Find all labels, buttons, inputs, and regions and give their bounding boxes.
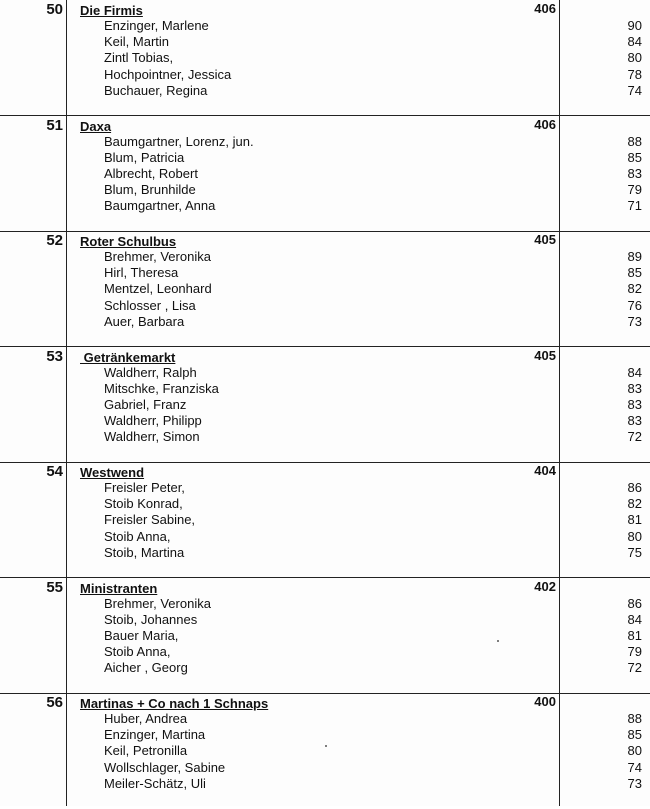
member-name: Mitschke, Franziska <box>104 380 219 396</box>
member-row <box>0 281 650 297</box>
member-row <box>0 381 650 397</box>
member-score: 80 <box>627 743 642 759</box>
member-row <box>0 67 650 83</box>
member-score: 74 <box>627 82 642 98</box>
member-name: Baumgartner, Anna <box>104 198 216 214</box>
team-member-list <box>0 596 650 677</box>
team-total-score: 402 <box>534 578 556 594</box>
member-name: Blum, Brunhilde <box>104 182 196 198</box>
member-name: Waldherr, Ralph <box>104 364 197 380</box>
member-score: 81 <box>627 627 642 643</box>
member-name: Waldherr, Philipp <box>104 413 202 429</box>
member-row <box>0 644 650 660</box>
member-name: Mentzel, Leonhard <box>104 281 212 297</box>
team-member-list <box>0 249 650 330</box>
member-name: Keil, Martin <box>104 34 170 50</box>
member-row <box>0 150 650 166</box>
member-name: Blum, Patricia <box>104 149 185 165</box>
member-name: Brehmer, Veronika <box>104 249 211 264</box>
member-name: Stoib Konrad, <box>104 496 183 512</box>
member-row <box>0 628 650 644</box>
member-score: 72 <box>627 429 642 445</box>
member-row <box>0 545 650 561</box>
member-score: 73 <box>627 313 642 329</box>
team-block <box>0 462 650 578</box>
member-name: Freisler Peter, <box>104 480 185 495</box>
member-score: 83 <box>627 380 642 396</box>
member-name: Freisler Sabine, <box>104 512 196 528</box>
member-row <box>0 265 650 281</box>
member-row <box>0 480 650 496</box>
member-score: 82 <box>627 496 642 512</box>
member-score: 79 <box>627 644 642 660</box>
member-row <box>0 512 650 528</box>
team-name: Westwend <box>80 465 145 480</box>
team-member-list <box>0 711 650 792</box>
member-score: 76 <box>627 297 642 313</box>
member-score: 84 <box>627 364 642 380</box>
team-block <box>0 116 650 232</box>
member-score: 74 <box>627 759 642 775</box>
team-total-score: 405 <box>534 347 556 363</box>
member-score: 78 <box>627 66 642 82</box>
team-name: Daxa <box>80 118 112 134</box>
member-row <box>0 198 650 214</box>
member-row <box>0 760 650 776</box>
member-score: 85 <box>627 265 642 281</box>
member-name: Stoib, Martina <box>104 544 185 560</box>
member-name: Albrecht, Robert <box>104 165 198 181</box>
team-member-list <box>0 480 650 561</box>
member-row <box>0 34 650 50</box>
member-row <box>0 660 650 676</box>
member-score: 73 <box>627 775 642 791</box>
member-score: 72 <box>627 660 642 676</box>
member-name: Baumgartner, Lorenz, jun. <box>104 133 254 149</box>
member-row <box>0 365 650 381</box>
team-rank: 50 <box>46 1 63 18</box>
team-name: Ministranten <box>80 580 158 596</box>
team-rank: 52 <box>46 232 63 249</box>
member-name: Meiler-Schätz, Uli <box>104 775 206 791</box>
member-score: 83 <box>627 413 642 429</box>
member-name: Hochpointner, Jessica <box>104 66 232 82</box>
member-row <box>0 397 650 413</box>
member-row <box>0 529 650 545</box>
member-score: 85 <box>627 149 642 165</box>
member-score: 85 <box>627 727 642 743</box>
team-block <box>0 231 650 347</box>
member-row <box>0 314 650 330</box>
member-row <box>0 18 650 34</box>
scan-speck <box>325 745 327 747</box>
member-score: 83 <box>627 396 642 412</box>
member-row <box>0 496 650 512</box>
team-block <box>0 693 650 809</box>
member-name: Wollschlager, Sabine <box>104 759 226 775</box>
member-score: 84 <box>627 34 642 50</box>
team-rank: 51 <box>46 116 63 134</box>
member-row <box>0 249 650 265</box>
member-score: 79 <box>627 182 642 198</box>
team-member-list <box>0 134 650 215</box>
member-score: 86 <box>627 595 642 611</box>
member-name: Keil, Petronilla <box>104 743 188 759</box>
member-score: 80 <box>627 50 642 66</box>
member-row <box>0 429 650 445</box>
member-row <box>0 776 650 792</box>
member-name: Bauer Maria, <box>104 627 179 643</box>
member-score: 75 <box>627 544 642 560</box>
member-row <box>0 166 650 182</box>
team-total-score: 406 <box>534 116 556 132</box>
team-name: Die Firmis <box>80 3 143 18</box>
member-row <box>0 50 650 66</box>
team-total-score: 400 <box>534 694 556 709</box>
member-name: Brehmer, Veronika <box>104 595 211 611</box>
member-score: 84 <box>627 611 642 627</box>
team-total-score: 406 <box>534 1 556 16</box>
member-name: Huber, Andrea <box>104 711 188 726</box>
member-row <box>0 83 650 99</box>
team-block <box>0 578 650 694</box>
member-row <box>0 596 650 612</box>
member-name: Stoib Anna, <box>104 528 171 544</box>
team-total-score: 405 <box>534 232 556 247</box>
team-name: Getränkemarkt <box>80 349 176 365</box>
team-rank: 54 <box>46 463 63 480</box>
scan-speck <box>497 640 499 642</box>
team-name: Roter Schulbus <box>80 234 177 249</box>
team-name: Martinas + Co nach 1 Schnaps <box>80 696 269 711</box>
member-name: Schlosser , Lisa <box>104 297 196 313</box>
member-score: 80 <box>627 528 642 544</box>
member-score: 82 <box>627 281 642 297</box>
member-row <box>0 711 650 727</box>
member-row <box>0 413 650 429</box>
member-score: 86 <box>627 480 642 495</box>
member-score: 71 <box>627 198 642 214</box>
member-name: Enzinger, Martina <box>104 727 206 743</box>
member-row <box>0 182 650 198</box>
member-row <box>0 727 650 743</box>
team-rank: 56 <box>46 694 63 711</box>
team-block <box>0 347 650 463</box>
member-name: Aicher , Georg <box>104 660 188 676</box>
member-row <box>0 298 650 314</box>
member-name: Stoib Anna, <box>104 644 171 660</box>
member-name: Zintl Tobias, <box>104 50 174 66</box>
member-score: 88 <box>627 711 642 726</box>
member-name: Waldherr, Simon <box>104 429 200 445</box>
member-name: Buchauer, Regina <box>104 82 208 98</box>
member-row <box>0 134 650 150</box>
member-name: Hirl, Theresa <box>104 265 179 281</box>
team-rank: 53 <box>46 347 63 365</box>
member-score: 90 <box>627 18 642 33</box>
member-name: Gabriel, Franz <box>104 396 187 412</box>
team-member-list <box>0 18 650 99</box>
team-rank: 55 <box>46 578 63 596</box>
member-name: Auer, Barbara <box>104 313 185 329</box>
member-score: 83 <box>627 165 642 181</box>
member-score: 81 <box>627 512 642 528</box>
team-member-list <box>0 365 650 446</box>
member-name: Enzinger, Marlene <box>104 18 209 33</box>
team-total-score: 404 <box>534 463 556 478</box>
member-name: Stoib, Johannes <box>104 611 198 627</box>
member-row <box>0 612 650 628</box>
member-score: 89 <box>627 249 642 264</box>
team-block <box>0 0 650 116</box>
member-score: 88 <box>627 133 642 149</box>
